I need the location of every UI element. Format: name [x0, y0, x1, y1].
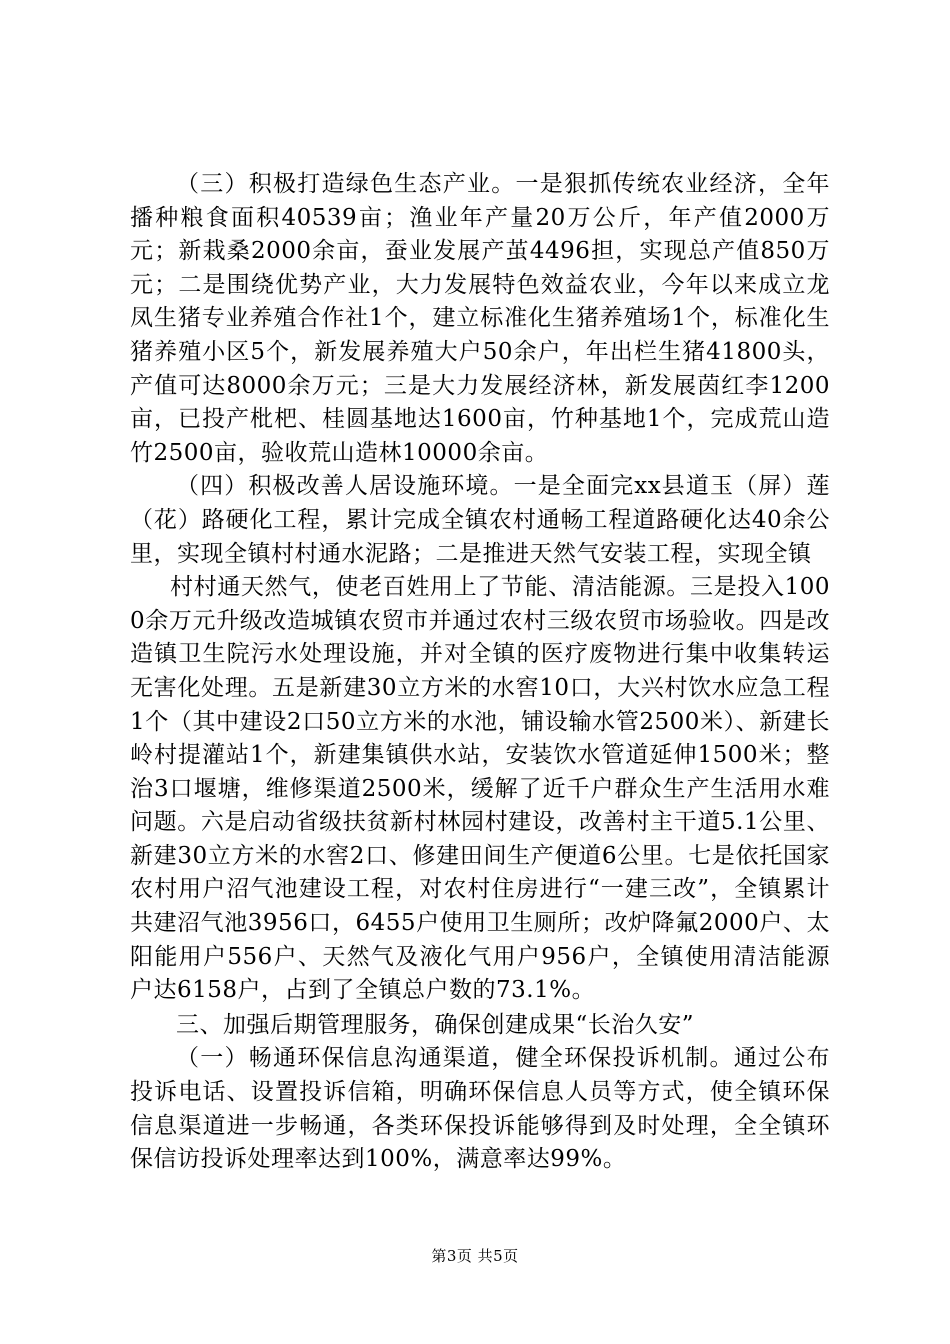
- section-heading-management: 三、加强后期管理服务，确保创建成果“长治久安”: [176, 1011, 695, 1038]
- paragraph-living-environment: （四）积极改善人居设施环境。一是全面完xx县道玉（屏）莲（花）路硬化工程，累计完成全镇农村通畅工程道路硬化达40余公里，实现全镇村村通水泥路；二是推进天然气安装工程，实现全镇: [130, 473, 830, 567]
- page-footer: 第3页 共5页: [431, 1247, 519, 1265]
- paragraph-green-ecology-industry: （三）积极打造绿色生态产业。一是狠抓传统农业经济，全年播种粮食面积40539亩；渔业年产量20万公斤，年产值2000万元；新栽桑2000余亩，蚕业发展产茧4496担，实现总产值850万元；二是围绕优势产业，大力发展特色效益农业，今年以来成立龙凤生猪专业养殖合作社1个，建立标准化生猪养殖场1个，标准化生猪养殖小区5个，新发展养殖大户50余户，年出栏生猪41800头，产值可达8000余万元；三是大力发展经济林，新发展茵红李1200亩，已投产枇杷、桂圆基地达1600亩，竹种基地1个，完成荒山造竹2500亩，验收荒山造林10000余亩。: [130, 171, 830, 466]
- paragraph-living-environment-continued: 村村通天然气，使老百姓用上了节能、清洁能源。三是投入1000余万元升级改造城镇农贸市并通过农村三级农贸市场验收。四是改造镇卫生院污水处理设施，并对全镇的医疗废物进行集中收集转运无害化处理。五是新建30立方米的水窖10口，大兴村饮水应急工程1个（其中建设2口50立方米的水池，铺设输水管2500米）、新建长岭村提灌站1个，新建集镇供水站，安装饮水管道延伸1500米；整治3口堰塘，维修渠道2500米，缓解了近千户群众生产生活用水难问题。六是启动省级扶贫新村林园村建设，改善村主干道5.1公里、新建30立方米的水窖2口、修建田间生产便道6公里。七是依托国家农村用户沼气池建设工程，对农村住房进行“一建三改”，全镇累计共建沼气池3956口，6455户使用卫生厕所；改炉降氟2000户、太阳能用户556户、天然气及液化气用户956户，全镇使用清洁能源户达6158户，占到了全镇总户数的73.1%。: [130, 574, 830, 1004]
- document-body: [130, 168, 830, 1177]
- paragraph-complaint-channels: （一）畅通环保信息沟通渠道，健全环保投诉机制。通过公布投诉电话、设置投诉信箱，明确环保信息人员等方式，使全镇环保信息渠道进一步畅通，各类环保投诉能够得到及时处理，全全镇环保信访投诉处理率达到100%，满意率达99%。: [130, 1045, 830, 1173]
